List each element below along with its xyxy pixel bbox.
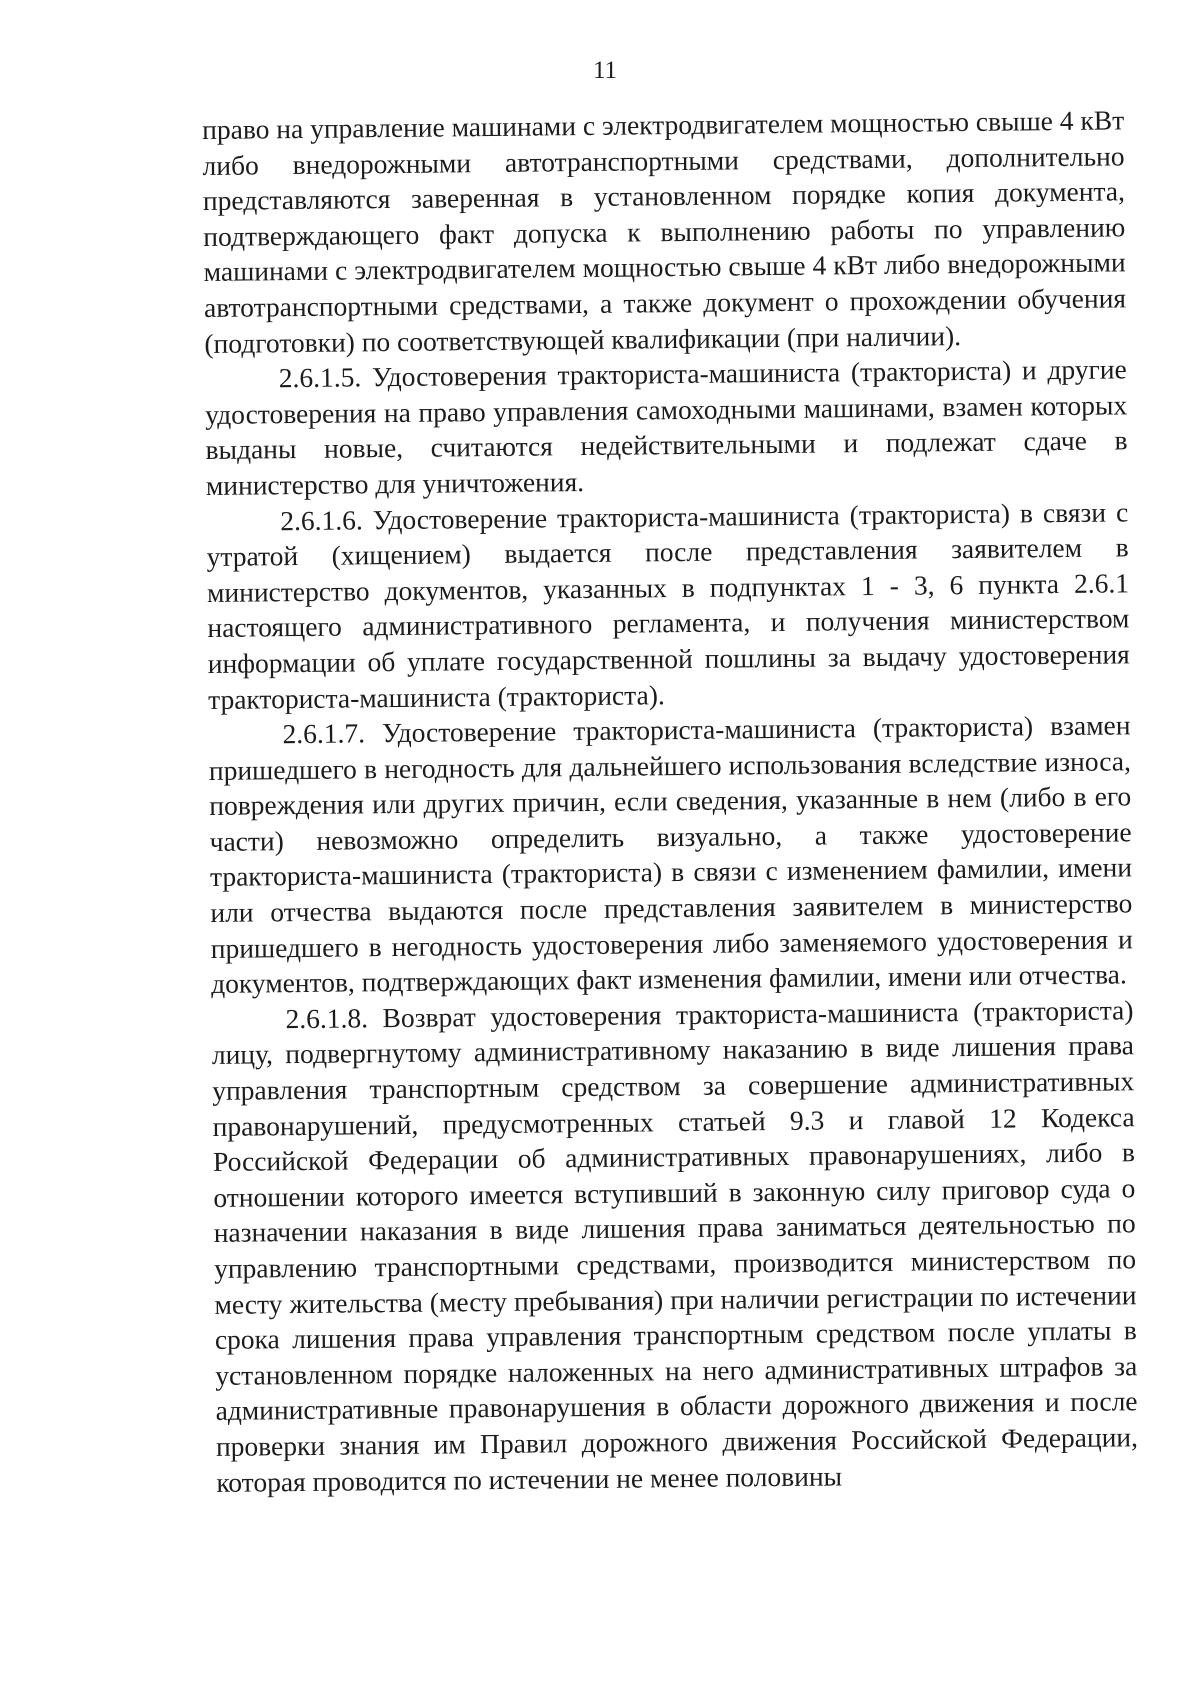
paragraph-continuation: право на управление машинами с электродвигателем мощностью свыше 4 кВт либо внедорожными автотранспортными средствами, дополнительно представляются заверенная в установленном порядке копия документа, подтверждающего факт допуска к выполнению работы по управлению машинами с электродвигателем мощностью свыше 4 кВт либо внедорожными автотранспортными средствами, а также документ о прохождении обучения (подготовки) по соответствующей квалификации (при наличии). xyxy=(202,104,1127,359)
paragraph-2-6-1-6: 2.6.1.6. Удостоверение тракториста-машиниста (тракториста) в связи с утратой (хищением) выдается после представления заявителем в министерство документов, указанных в подпунктах 1 - 3, 6 пункта 2.6.1 настоящего административного регламента, и получения министерством информации об уплате государственной пошлины за выдачу удостоверения тракториста-машиниста (тракториста). xyxy=(206,495,1130,715)
paragraph-2-6-1-7: 2.6.1.7. Удостоверение тракториста-машиниста (тракториста) взамен пришедшего в негодность для дальнейшего использования вследствие износа, повреждения или других причин, если сведения, указанные в нем (либо в его части) невозможно определить визуально, а также удостоверение тракториста-машиниста (тракториста) в связи с изменением фамилии, имени или отчества выдаются после представления заявителем в министерство пришедшего в негодность удостоверения либо заменяемого удостоверения и документов, подтверждающих факт изменения фамилии, имени или отчества. xyxy=(208,709,1133,1000)
page-number: 11 xyxy=(592,57,618,84)
document-body xyxy=(202,102,1138,1500)
paragraph-2-6-1-8: 2.6.1.8. Возврат удостоверения тракториста-машиниста (тракториста) лицу, подвергнутому административному наказанию в виде лишения права управления транспортным средством за совершение административных правонарушений, предусмотренных статьей 9.3 и главой 12 Кодекса Российской Федерации об административных правонарушениях, либо в отношении которого имеется вступивший в законную силу приговор суда о назначении наказания в виде лишения права заниматься деятельностью по управлению транспортными средствами, производится министерством по месту жительства (месту пребывания) при наличии регистрации по истечении срока лишения права управления транспортным средством после уплаты в установленном порядке наложенных на него административных штрафов за административные правонарушения в области дорожного движения и после проверки знания им Правил дорожного движения Российской Федерации, которая проводится по истечении не менее половины xyxy=(211,994,1139,1498)
paragraph-2-6-1-5: 2.6.1.5. Удостоверения тракториста-машиниста (тракториста) и другие удостоверения на право управления самоходными машинами, взамен которых выданы новые, считаются недействительными и подлежат сдаче в министерство для уничтожения. xyxy=(205,353,1128,501)
